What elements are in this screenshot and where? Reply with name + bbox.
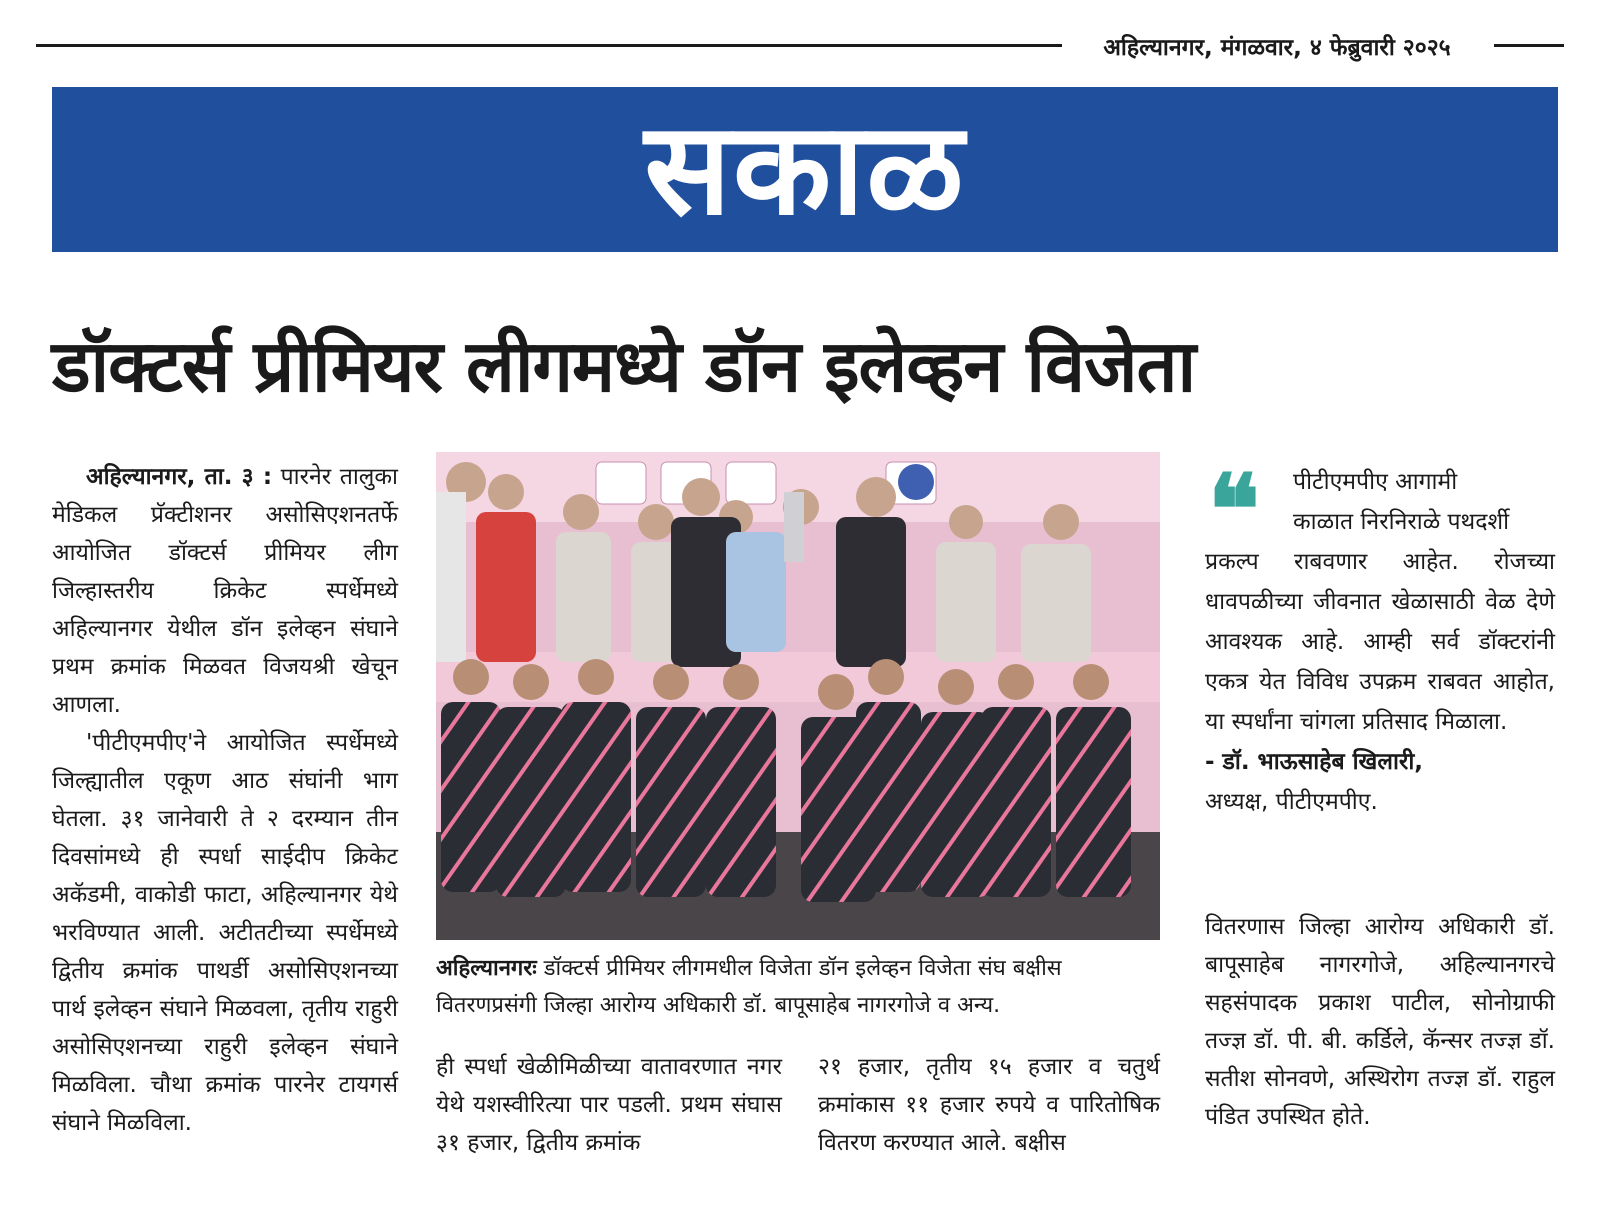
quote-body: प्रकल्प राबवणार आहेत. रोजच्या धावपळीच्या जीवनात खेळासाठी वेळ देणे आवश्यक आहे. आम्ही सर्व डॉक्टरांनी एकत्र येत विविध उपक्रम राबवत आहोत, या स्पर्धांना चांगला प्रतिसाद मिळाला.: [1205, 549, 1555, 735]
masthead: [52, 87, 1558, 252]
caption-place: अहिल्यानगरः: [436, 956, 537, 981]
quote-line-2: काळात निरनिराळे पथदर्शी: [1293, 509, 1510, 535]
paragraph-2: 'पीटीएमपीए'ने आयोजित स्पर्धेमध्ये जिल्ह्यातील एकूण आठ संघांनी भाग घेतला. ३१ जानेवारी ते २ दरम्यान तीन दिवसांमध्ये ही स्पर्धा साईदीप क्रिकेट अकॅडमी, वाकोडी फाटा, अहिल्यानगर येथे भरविण्यात आली. अटीतटीच्या स्पर्धेमध्ये द्वितीय क्रमांक पाथर्डी असोसिएशनच्या पार्थ इलेव्हन संघाने मिळवला, तृतीय राहुरी असोसिएशनच्या राहुरी इलेव्हन संघाने मिळविला. चौथा क्रमांक पारनेर टायगर्स संघाने मिळविला.: [52, 730, 398, 1136]
photo-caption: [436, 950, 1160, 1024]
column-1: [52, 458, 398, 1142]
quote-mark-icon: ❝: [1208, 453, 1260, 566]
column-3-text: २१ हजार, तृतीय १५ हजार व चतुर्थ क्रमांकास ११ हजार रुपये व पारितोषिक वितरण करण्यात आले. बक्षीस: [818, 1054, 1160, 1156]
masthead-logo: सकाळ: [644, 94, 966, 244]
column-4-text: वितरणास जिल्हा आरोग्य अधिकारी डॉ. बापूसाहेब नागरगोजे, अहिल्यानगरचे सहसंपादक प्रकाश पाटील, सोनोग्राफी तज्ज्ञ डॉ. पी. बी. कर्डिले, कॅन्सर तज्ज्ञ डॉ. सतीश सोनवणे, अस्थिरोग तज्ज्ञ डॉ. राहुल पंडित उपस्थित होते.: [1205, 914, 1555, 1130]
article-dateline: अहिल्यानगर, ता. ३ :: [86, 464, 273, 490]
column-3: [818, 1048, 1160, 1162]
headline: डॉक्टर्स प्रीमियर लीगमध्ये डॉन इलेव्हन विजेता: [52, 324, 1196, 408]
column-2-text: ही स्पर्धा खेळीमिळीच्या वातावरणात नगर येथे यशस्वीरित्या पार पडली. प्रथम संघास ३१ हजार, द्वितीय क्रमांक: [436, 1054, 782, 1156]
top-rule-left: [36, 44, 1066, 47]
column-4: [1205, 908, 1555, 1136]
paragraph-1: पारनेर तालुका मेडिकल प्रॅक्टीशनर असोसिएशनतर्फे आयोजित डॉक्टर्स प्रीमियर लीग जिल्हास्तरीय क्रिकेट स्पर्धेमध्ये अहिल्यानगर येथील डॉन इलेव्हन संघाने प्रथम क्रमांक मिळवत विजयश्री खेचून आणला.: [52, 464, 398, 718]
pull-quote: [1205, 453, 1555, 822]
quote-line-1: पीटीएमपीए आगामी: [1293, 469, 1458, 495]
dateline: अहिल्यानगर, मंगळवार, ४ फेब्रुवारी २०२५: [1062, 30, 1492, 62]
quote-author: - डॉ. भाऊसाहेब खिलारी,: [1205, 749, 1424, 775]
caption-text: डॉक्टर्स प्रीमियर लीगमधील विजेता डॉन इलेव्हन विजेता संघ बक्षीस वितरणप्रसंगी जिल्हा आरोग्य अधिकारी डॉ. बापूसाहेब नागरगोजे व अन्य.: [436, 956, 1062, 1018]
quote-author-role: अध्यक्ष, पीटीएमपीए.: [1205, 789, 1378, 815]
top-rule-right: [1494, 44, 1564, 47]
team-photo: [436, 452, 1160, 940]
column-2: [436, 1048, 782, 1162]
